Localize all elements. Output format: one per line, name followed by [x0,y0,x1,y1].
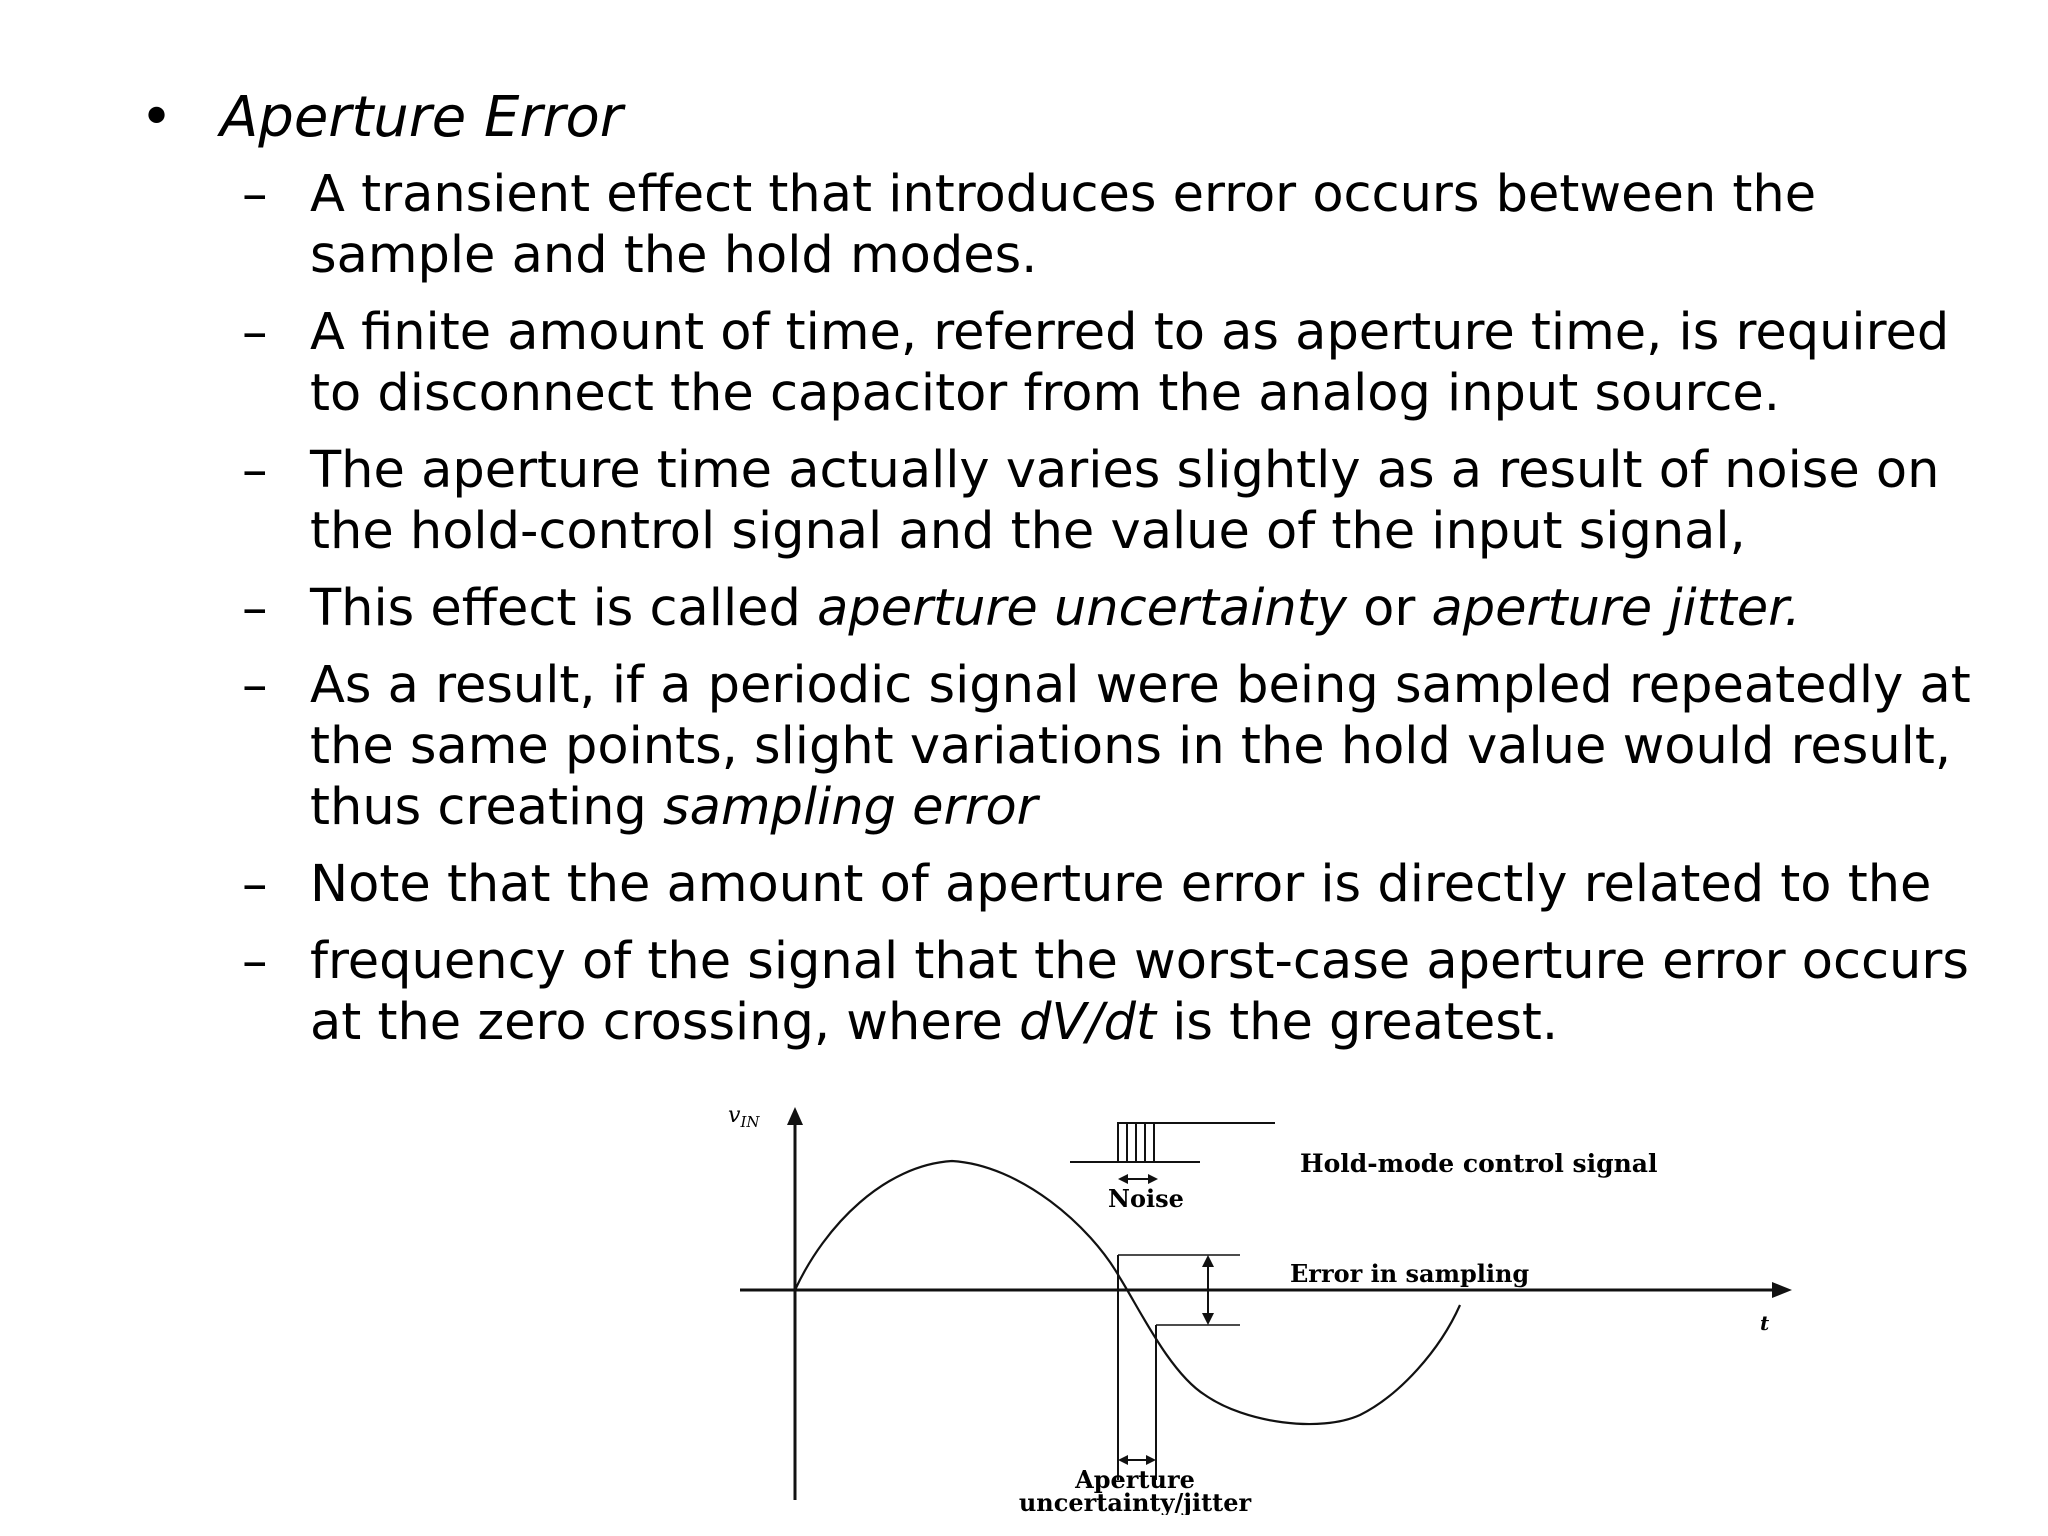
text-run: This effect is called [310,579,818,638]
bullet-dot: • [140,85,174,150]
bullet-line: the same points, slight variations in the hold value would result, [310,717,1952,776]
error-arrowhead-down [1202,1313,1214,1325]
bullet-line: As a result, if a periodic signal were being sampled repeatedly at [310,656,1971,715]
bullet-line [310,992,2002,1053]
italic-term: sampling error [663,778,1038,837]
noise-arrowhead-right [1148,1174,1158,1184]
dash-marker: – [242,441,268,500]
dash-marker: – [242,656,268,715]
aperture-label: Aperture [1075,1465,1195,1494]
bullet-line: The aperture time actually varies slightly as a result of noise on [310,441,1940,500]
text-run: at the zero crossing, where [310,993,1020,1052]
italic-term: aperture jitter. [1431,579,1801,638]
text-run: thus creating [310,778,664,837]
y-axis-arrowhead [787,1107,803,1125]
slide-title: Aperture Error [220,85,623,150]
hold-signal-label: Hold-mode control signal [1300,1149,1658,1178]
bullet-line: frequency of the signal that the worst-case aperture error occurs [310,932,1969,991]
dash-marker: – [242,165,268,224]
dash-marker: – [242,855,268,914]
sub-bullet-6 [242,854,2002,915]
dash-marker: – [242,303,268,362]
text-run: or [1346,579,1432,638]
waveform-diagram [720,1095,1810,1515]
sub-bullet-2 [242,302,2002,424]
y-axis-label: $v_{IN}$ [728,1103,760,1131]
sub-bullet-7 [242,931,2002,1053]
bullet-line: the hold-control signal and the value of the input signal, [310,502,1746,561]
main-bullet [140,78,623,158]
x-axis-arrowhead [1772,1282,1792,1298]
aperture-error-figure [720,1095,1810,1515]
hold-signal-high [1118,1123,1275,1162]
x-axis-label: t [1760,1311,1770,1335]
sub-bullet-5 [242,655,2002,838]
bullet-line: A finite amount of time, referred to as aperture time, is required [310,303,1950,362]
sub-bullet-list [242,164,2002,1069]
sub-bullet-3 [242,440,2002,562]
bullet-line: Note that the amount of aperture error is directly related to the [310,855,1932,914]
noise-label: Noise [1108,1184,1184,1213]
bullet-line: to disconnect the capacitor from the analog input source. [310,364,1781,423]
dash-marker: – [242,932,268,991]
bullet-line [310,777,2002,838]
aperture-label-2: uncertainty/jitter [1018,1488,1252,1515]
bullet-line [310,578,2002,639]
text-run: is the greatest. [1155,993,1559,1052]
sub-bullet-4 [242,578,2002,639]
sub-bullet-1 [242,164,2002,286]
aperture-arrowhead-left [1118,1455,1128,1465]
noise-arrowhead-left [1118,1174,1128,1184]
error-arrowhead-up [1202,1255,1214,1267]
bullet-line: sample and the hold modes. [310,226,1038,285]
italic-term: dV/dt [1019,993,1156,1052]
bullet-line: A transient effect that introduces error occurs between the [310,165,1817,224]
error-label: Error in sampling [1290,1259,1530,1288]
italic-term: aperture uncertainty [817,579,1347,638]
aperture-arrowhead-right [1146,1455,1156,1465]
dash-marker: – [242,579,268,638]
